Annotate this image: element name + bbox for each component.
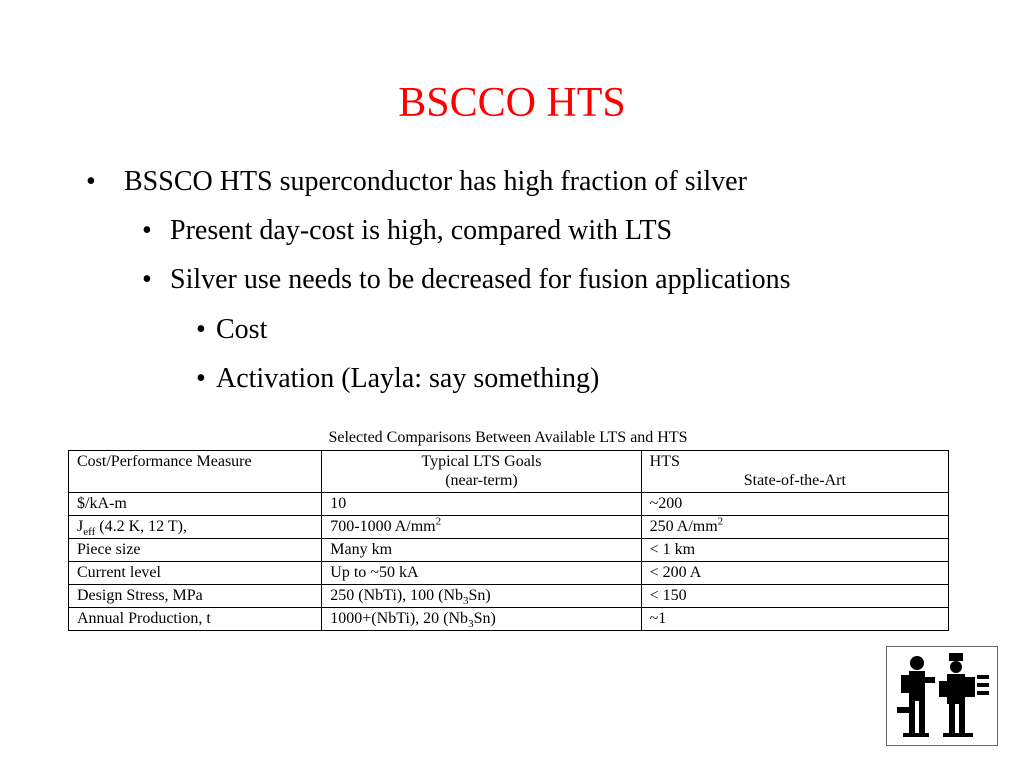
institution-logo-icon xyxy=(886,646,998,746)
table-header-row xyxy=(69,451,949,493)
table-cell: 10 xyxy=(322,493,641,516)
table-cell: 700-1000 $A/mm^2$ xyxy=(322,516,641,539)
slide-title: BSCCO HTS xyxy=(398,80,626,126)
header-cell: Cost/Performance Measure xyxy=(69,451,322,493)
table-row xyxy=(69,539,949,562)
bullet-text: Cost xyxy=(216,314,268,345)
comparison-table xyxy=(68,450,949,631)
bullet-glyph: • xyxy=(196,363,206,394)
bullet-text: Activation (Layla: say something) xyxy=(216,363,600,394)
bullet-text: BSSCO HTS superconductor has high fraction of silver xyxy=(124,166,747,197)
bullet-glyph: • xyxy=(196,314,206,345)
table-cell: ~1 xyxy=(641,608,948,631)
table-cell: $/kA-m xyxy=(69,493,322,516)
table-cell: < 1 km xyxy=(641,539,948,562)
table-cell: 250 (NbTi), 100 $(Nb_3Sn)$ xyxy=(322,585,641,608)
table-cell: Design Stress, MPa xyxy=(69,585,322,608)
table-row xyxy=(69,608,949,631)
table-cell: < 150 xyxy=(641,585,948,608)
bullet-glyph: • xyxy=(142,264,152,295)
table-cell: Current level xyxy=(69,562,322,585)
bullet-text: Silver use needs to be decreased for fusion applications xyxy=(170,264,791,295)
table-row xyxy=(69,562,949,585)
table-cell: Annual Production, t xyxy=(69,608,322,631)
table-row xyxy=(69,585,949,608)
header-cell: Typical LTS Goals (near-term) xyxy=(322,451,641,493)
table-row xyxy=(69,516,949,539)
table-row xyxy=(69,493,949,516)
header-cell: HTS State-of-the-Art xyxy=(641,451,948,493)
table-cell: 250 $A/mm^2$ xyxy=(641,516,948,539)
bullet-glyph: • xyxy=(142,215,152,246)
table-cell: $J_{eff}$ (4.2 K, 12 T), xyxy=(69,516,322,539)
table-caption: Selected Comparisons Between Available LTS and HTS xyxy=(328,429,688,446)
table-cell: 1000+(NbTi), 20 $(Nb_3Sn)$ xyxy=(322,608,641,631)
table-cell: ~200 xyxy=(641,493,948,516)
table-cell: Up to ~50 kA xyxy=(322,562,641,585)
bullet-glyph: • xyxy=(86,166,96,197)
table-cell: Piece size xyxy=(69,539,322,562)
table-cell: < 200 A xyxy=(641,562,948,585)
bullet-text: Present day-cost is high, compared with LTS xyxy=(170,215,673,246)
table-cell: Many km xyxy=(322,539,641,562)
